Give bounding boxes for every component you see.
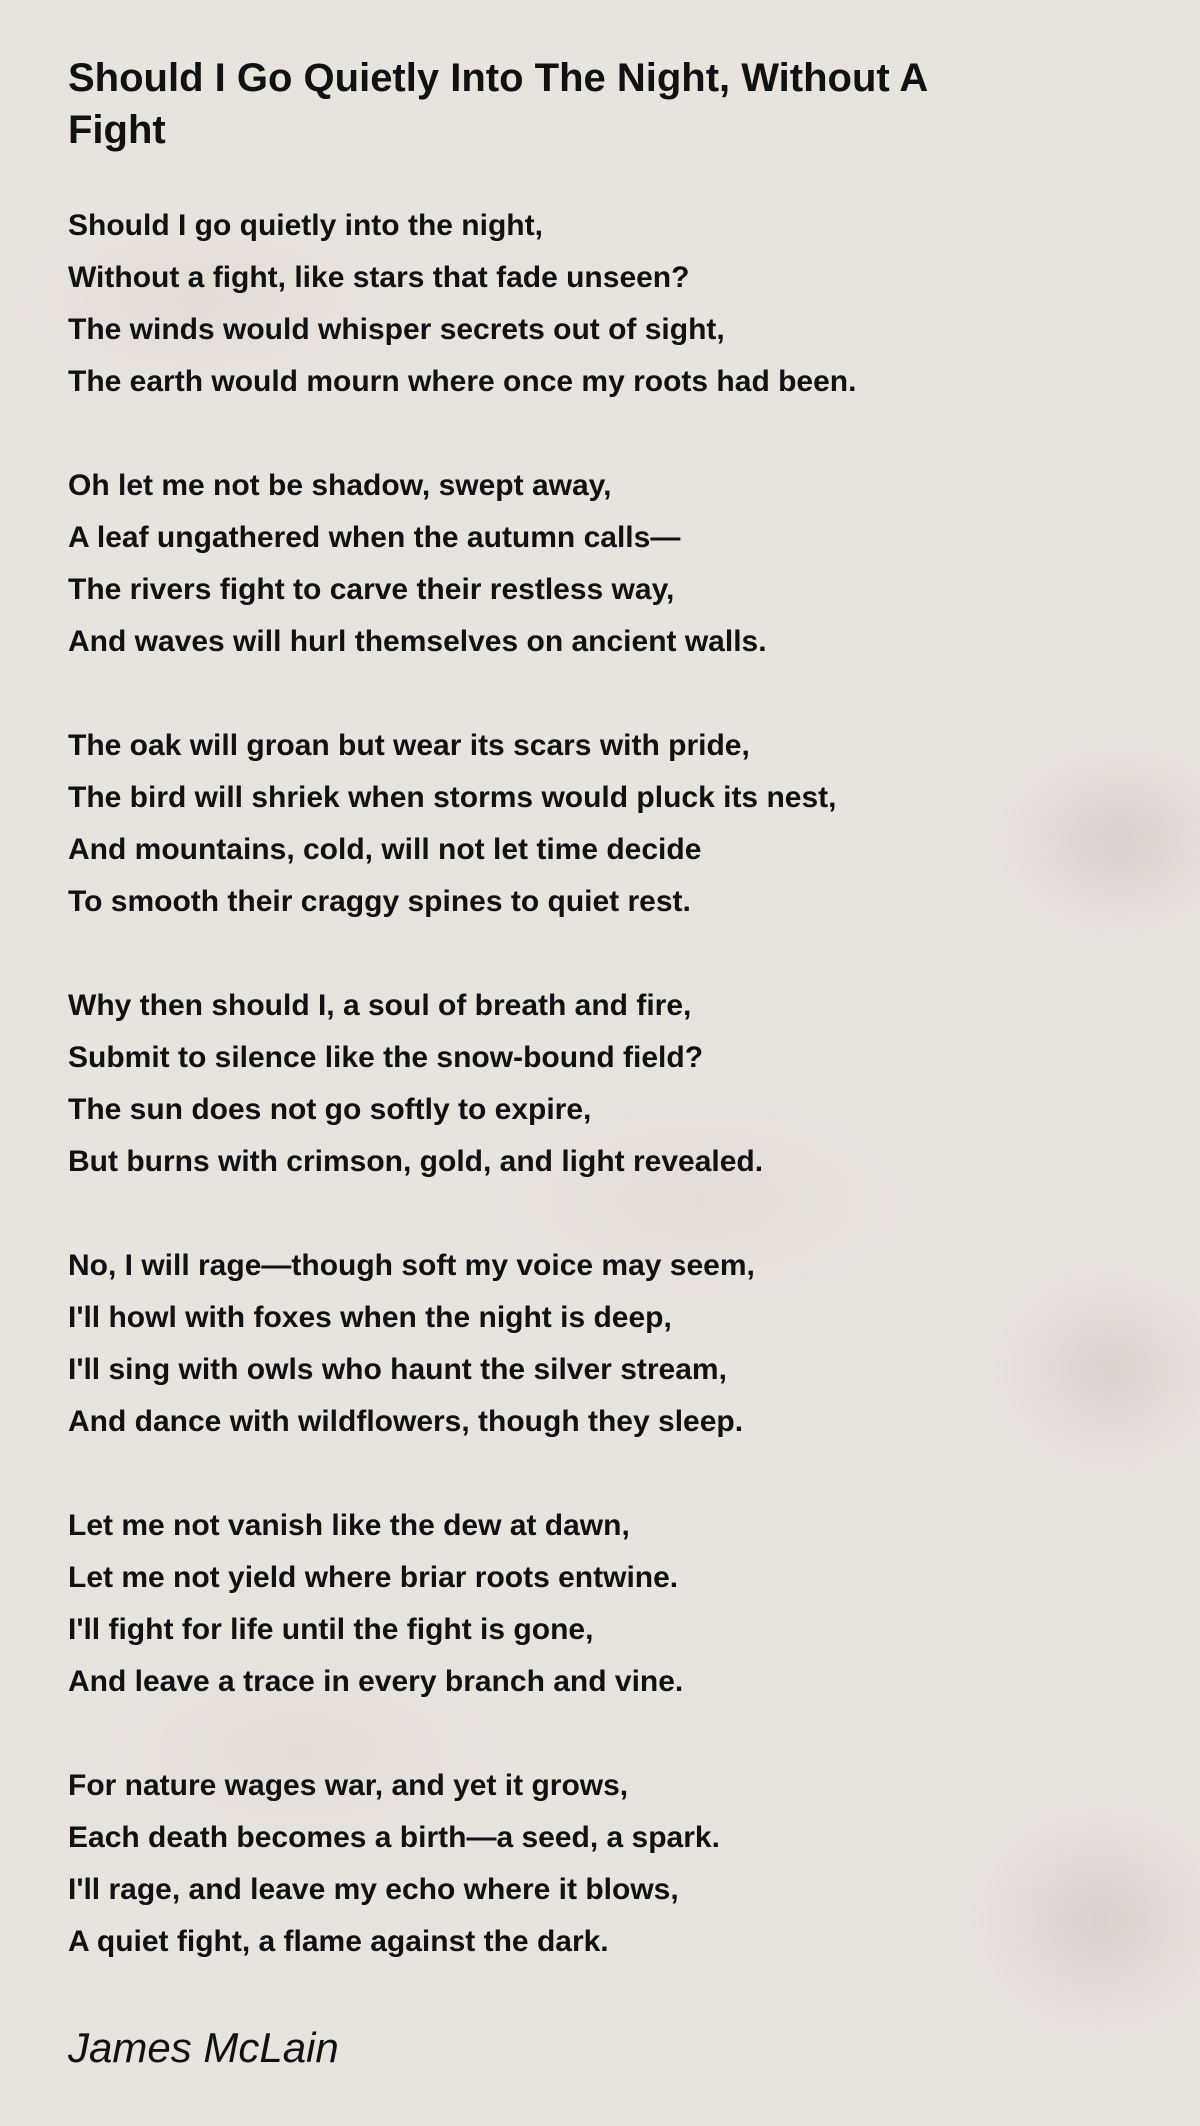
stanza-3 xyxy=(68,720,1068,928)
stanza-5 xyxy=(68,1240,1068,1448)
poem-line: The rivers fight to carve their restless way, xyxy=(68,573,675,606)
poem-line: Should I go quietly into the night, xyxy=(68,209,543,242)
poem-line: Let me not yield where briar roots entwine. xyxy=(68,1561,679,1594)
poem-line: Submit to silence like the snow-bound field? xyxy=(68,1041,704,1074)
stanza-2 xyxy=(68,460,1068,668)
poem-line: And leave a trace in every branch and vine. xyxy=(68,1665,684,1698)
poem-line: The sun does not go softly to expire, xyxy=(68,1093,592,1126)
poem-line: Oh let me not be shadow, swept away, xyxy=(68,469,612,502)
stanza-4 xyxy=(68,980,1068,1188)
poem-line: A quiet fight, a flame against the dark. xyxy=(68,1925,609,1958)
poem-line: I'll sing with owls who haunt the silver stream, xyxy=(68,1353,727,1386)
poem-line: The earth would mourn where once my roots had been. xyxy=(68,365,857,398)
poem-line: But burns with crimson, gold, and light revealed. xyxy=(68,1145,764,1178)
poem-line: For nature wages war, and yet it grows, xyxy=(68,1769,629,1802)
stanza-1 xyxy=(68,200,1068,408)
poem-line: And mountains, cold, will not let time decide xyxy=(68,833,702,866)
poem-line: A leaf ungathered when the autumn calls— xyxy=(68,521,681,554)
stanza-7 xyxy=(68,1760,1068,1968)
poem-line: And waves will hurl themselves on ancient walls. xyxy=(68,625,767,658)
stanza-6 xyxy=(68,1500,1068,1708)
poem-line: And dance with wildflowers, though they sleep. xyxy=(68,1405,744,1438)
poem-line: Each death becomes a birth—a seed, a spark. xyxy=(68,1821,720,1854)
poem-line: I'll fight for life until the fight is gone, xyxy=(68,1613,594,1646)
poem-line: To smooth their craggy spines to quiet rest. xyxy=(68,885,691,918)
poem-line: No, I will rage—though soft my voice may seem, xyxy=(68,1249,755,1282)
poem-line: I'll rage, and leave my echo where it blows, xyxy=(68,1873,679,1906)
poem-body xyxy=(68,200,1068,2020)
poem-line: The bird will shriek when storms would pluck its nest, xyxy=(68,781,837,814)
poem-author: James McLain xyxy=(68,2024,339,2071)
poem-line: Let me not vanish like the dew at dawn, xyxy=(68,1509,630,1542)
poem-line: Why then should I, a soul of breath and fire, xyxy=(68,989,692,1022)
poem-line: I'll howl with foxes when the night is deep, xyxy=(68,1301,672,1334)
poem-line: The winds would whisper secrets out of sight, xyxy=(68,313,725,346)
poem-line: The oak will groan but wear its scars with pride, xyxy=(68,729,750,762)
poem-title: Should I Go Quietly Into The Night, Without A Fight xyxy=(68,56,927,152)
poem-line: Without a fight, like stars that fade unseen? xyxy=(68,261,690,294)
